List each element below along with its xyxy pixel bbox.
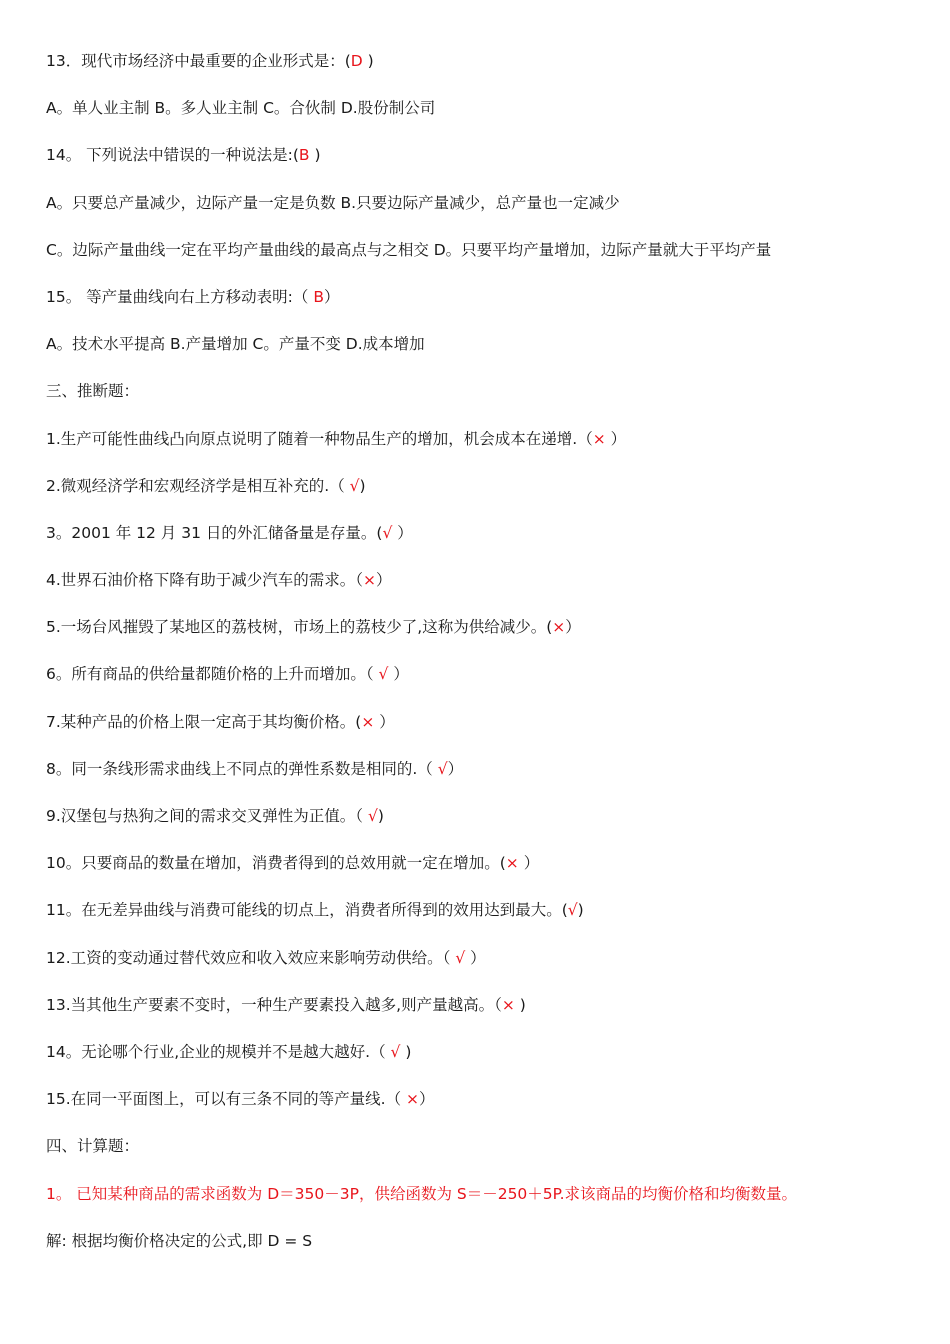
judgement-1: 1.生产可能性曲线凸向原点说明了随着一种物品生产的增加，机会成本在递增.（× ）	[46, 429, 627, 448]
judgement-5: 5.一场台风摧毁了某地区的荔枝树，市场上的荔枝少了,这称为供给减少。(×）	[46, 618, 581, 637]
answer-mark: √	[437, 759, 448, 778]
solution-line: 解: 根据均衡价格决定的公式,即 D = S	[46, 1231, 313, 1250]
answer-mark: ×	[363, 571, 377, 590]
judgement-15: 15.在同一平面图上，可以有三条不同的等产量线.（ ×）	[46, 1090, 435, 1109]
judgement-12: 12.工资的变动通过替代效应和收入效应来影响劳动供给。（ √ ）	[46, 948, 486, 967]
judgement-6: 6。所有商品的供给量都随价格的上升而增加。（ √ ）	[46, 665, 409, 684]
answer-mark: √	[567, 901, 578, 920]
section-heading-judgement: 三、推断题：	[46, 382, 140, 401]
answer-mark: D	[350, 52, 363, 70]
question-13: 13．现代市场经济中最重要的企业形式是：(D )	[46, 52, 374, 70]
judgement-9: 9.汉堡包与热狗之间的需求交叉弹性为正值。（ √)	[46, 807, 384, 825]
judgement-4: 4.世界石油价格下降有助于减少汽车的需求。（×）	[46, 571, 392, 590]
answer-mark: ×	[505, 854, 519, 873]
question-14-options-ab: A。只要总产量减少，边际产量一定是负数 B.只要边际产量减少，总产量也一定减少	[46, 193, 620, 212]
question-14: 14。 下列说法中错误的一种说法是:(B )	[46, 146, 321, 165]
answer-mark: √	[367, 807, 378, 825]
answer-mark: √	[382, 523, 393, 542]
answer-mark: √	[390, 1042, 401, 1061]
answer-mark: √	[455, 948, 466, 967]
judgement-11: 11。在无差异曲线与消费可能线的切点上，消费者所得到的效用达到最大。(√)	[46, 901, 584, 920]
answer-mark: B	[298, 146, 310, 165]
question-15-options: A。技术水平提高 B.产量增加 C。产量不变 D.成本增加	[46, 335, 425, 354]
answer-mark: ×	[552, 618, 566, 637]
section-heading-calculation: 四、计算题：	[46, 1137, 140, 1156]
question-14-options-cd: C。边际产量曲线一定在平均产量曲线的最高点与之相交 D。只要平均产量增加，边际产量就大于平均产量	[46, 240, 772, 259]
judgement-14: 14。无论哪个行业,企业的规模并不是越大越好.（ √ )	[46, 1042, 412, 1061]
document-page	[46, 46, 926, 1273]
answer-mark: B	[313, 287, 324, 306]
answer-mark: ×	[501, 995, 515, 1014]
judgement-10: 10。只要商品的数量在增加，消费者得到的总效用就一定在增加。(× ）	[46, 854, 540, 873]
answer-mark: √	[349, 476, 360, 495]
calculation-question-1: 1。 已知某种商品的需求函数为 D＝350－3P，供给函数为 S＝－250＋5P.求该商品的均衡价格和均衡数量。	[46, 1184, 798, 1203]
answer-mark: ×	[406, 1090, 420, 1109]
judgement-2: 2.微观经济学和宏观经济学是相互补充的.（ √)	[46, 476, 366, 495]
judgement-3: 3。2001 年 12 月 31 日的外汇储备量是存量。(√ ）	[46, 523, 413, 542]
judgement-7: 7.某种产品的价格上限一定高于其均衡价格。(× ）	[46, 712, 395, 731]
answer-mark: ×	[361, 712, 375, 731]
judgement-8: 8。同一条线形需求曲线上不同点的弹性系数是相同的.（ √）	[46, 759, 464, 778]
question-13-options: A。单人业主制 B。多人业主制 C。合伙制 D.股份制公司	[46, 99, 436, 118]
answer-mark: ×	[592, 429, 606, 448]
answer-mark: √	[378, 665, 389, 684]
judgement-13: 13.当其他生产要素不变时，一种生产要素投入越多,则产量越高。（× )	[46, 995, 526, 1014]
question-15: 15。 等产量曲线向右上方移动表明:（ B）	[46, 287, 340, 306]
